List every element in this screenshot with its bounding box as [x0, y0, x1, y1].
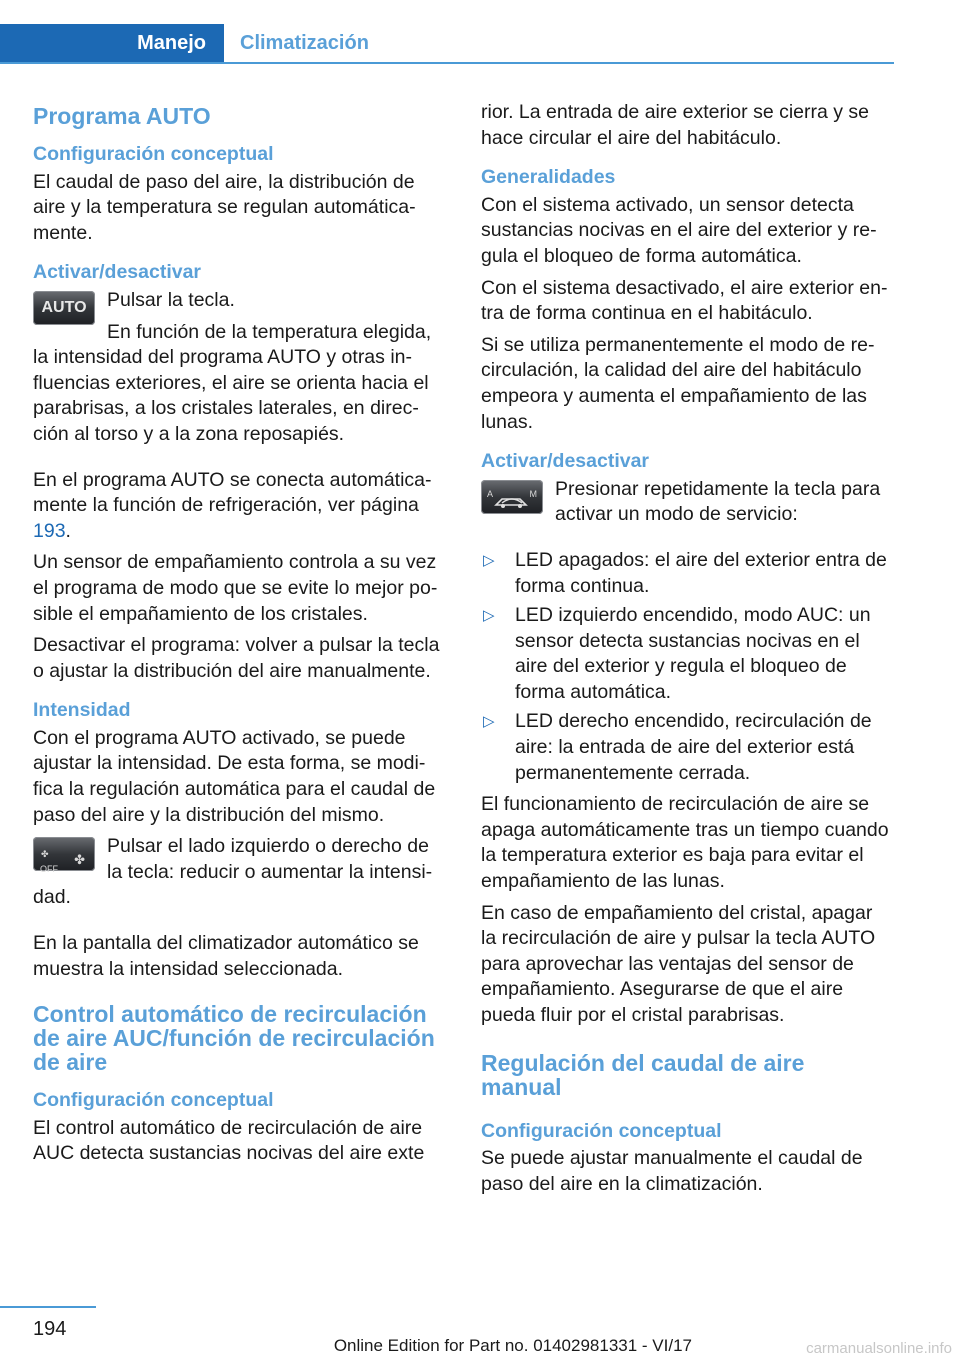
refrig-text-b: .: [65, 519, 71, 542]
auto-key-row: [33, 288, 443, 454]
heading-programa-auto: Programa AUTO: [33, 103, 211, 129]
edition-note: Online Edition for Part no. 01402981331 - VI/17: [333, 1336, 692, 1355]
recirc-key-row: [481, 477, 891, 534]
paragraph-sensor: Un sensor de empañamiento controla a su vez el programa de modo que se evite lo mejor posible el empañamiento de los cristales.: [33, 551, 438, 625]
paragraph-desactivar: Desactivar el programa: volver a pulsar la tecla o ajustar la distribución del aire manualmente.: [33, 634, 440, 682]
service-mode-list: [481, 548, 891, 786]
page-number: 194: [33, 1318, 67, 1340]
key-letter-m: M: [529, 488, 537, 499]
bullet-triangle-icon: ▷: [483, 551, 495, 569]
key-letter-a: A: [487, 488, 494, 499]
bullet-triangle-icon: ▷: [483, 607, 495, 625]
auto-key-icon: [33, 291, 95, 325]
intensity-key-icon: [33, 837, 95, 875]
paragraph-funcion: En función de la temperatura elegida, la intensidad del programa AUTO y otras influencias exteriores, el aire se orienta hacia el parabrisas, a los cristales laterales, en dirección al torso y a la zona reposapiés.: [33, 320, 432, 445]
tab-manejo: Manejo: [0, 24, 224, 62]
car-recirculation-icon: [492, 492, 532, 510]
paragraph-presionar: Presionar repetidamente la tecla para activar un modo de servicio:: [555, 477, 881, 526]
paragraph-lado: Pulsar el lado izquierdo o derecho de la tecla: reducir o aumentar la intensidad.: [33, 835, 433, 909]
refrig-text-a: En el programa AUTO se conecta automáticamente la función de refrigeración, ver página: [33, 468, 432, 517]
list-item: [481, 709, 891, 786]
watermark: carmanualsonline.info: [806, 1340, 952, 1357]
paragraph-regulacion: Se puede ajustar manualmente el caudal de paso del aire en la climatización.: [481, 1147, 863, 1195]
subheading-generalidades: Generalidades: [481, 166, 616, 189]
subheading-configuracion-manual: Configuración conceptual: [481, 1119, 722, 1142]
subheading-activar: Activar/desactivar: [33, 261, 202, 284]
paragraph-pantalla: En la pantalla del climatizador automático se muestra la intensidad seleccionada.: [33, 932, 419, 980]
right-column: [481, 100, 891, 1203]
heading-auc: Control automático de recirculación de aire AUC/función de recirculación de aire: [33, 1001, 435, 1076]
list-item-text: LED izquierdo encendido, modo AUC: un sensor detecta sustancias nocivas en el aire del exterior y regula el bloqueo de forma automática.: [515, 604, 871, 703]
footer-rule: [0, 1306, 96, 1308]
paragraph-gen1: Con el sistema activado, un sensor detecta sustancias nocivas en el aire del exterior y regula el bloqueo de forma automática.: [481, 193, 877, 267]
list-item-text: LED derecho encendido, recirculación de aire: la entrada de aire del exterior está permanentemente cerrada.: [515, 710, 872, 784]
tab-climatizacion: Climatización: [240, 32, 369, 54]
fan-small-icon: ✤: [41, 849, 49, 860]
paragraph-continuation: rior. La entrada de aire exterior se cierra y se hace circular el aire del habitáculo.: [481, 101, 870, 149]
paragraph-concept: El caudal de paso del aire, la distribución de aire y la temperatura se regulan automáticamente.: [33, 170, 416, 244]
page-header: [0, 24, 894, 64]
fan-large-icon: ✤: [74, 852, 85, 868]
paragraph-funcionamiento: El funcionamiento de recirculación de aire se apaga automáticamente tras un tiempo cuando la temperatura exterior es baja para evitar el empañamiento de las lunas.: [481, 793, 889, 893]
list-item: [481, 603, 891, 705]
paragraph-refrigeracion: [33, 468, 443, 545]
paragraph-pulsar: Pulsar la tecla.: [107, 288, 235, 311]
paragraph-intensidad: Con el programa AUTO activado, se puede ajustar la intensidad. De esta forma, se modifica la regulación automática para el caudal de paso del aire y la distribución del mismo.: [33, 726, 436, 826]
left-column: [33, 100, 443, 1173]
recirculation-key-icon: [481, 480, 543, 514]
subheading-configuracion: Configuración conceptual: [33, 143, 274, 165]
subheading-configuracion-auc: Configuración conceptual: [33, 1089, 274, 1112]
intensity-key-row: [33, 834, 443, 917]
list-item: [481, 548, 891, 599]
intensity-off-label: OFF: [40, 864, 58, 875]
paragraph-empanamiento: En caso de empañamiento del cristal, apagar la recirculación de aire y pulsar la tecla AUTO para aprovechar las ventajas del sensor de empañamiento. Asegurarse de que el aire pueda fluir por el cristal parabrisas.: [481, 901, 876, 1026]
paragraph-gen2: Con el sistema desactivado, el aire exterior entra de forma continua en el habitáculo.: [481, 276, 888, 325]
bullet-triangle-icon: ▷: [483, 713, 495, 731]
paragraph-gen3: Si se utiliza permanentemente el modo de recirculación, la calidad del aire del habitáculo empeora y aumenta el empañamiento de las lunas.: [481, 333, 875, 433]
page-link-193[interactable]: 193: [33, 519, 66, 542]
paragraph-auc: El control automático de recirculación de aire AUC detecta sustancias nocivas del aire exte: [33, 1116, 425, 1165]
auto-key-label: AUTO: [41, 299, 87, 317]
subheading-intensidad: Intensidad: [33, 699, 131, 722]
list-item-text: LED apagados: el aire del exterior entra de forma continua.: [515, 548, 887, 597]
heading-regulacion: Regulación del caudal de aire manual: [481, 1049, 805, 1100]
subheading-activar-recirc: Activar/desactivar: [481, 450, 650, 473]
